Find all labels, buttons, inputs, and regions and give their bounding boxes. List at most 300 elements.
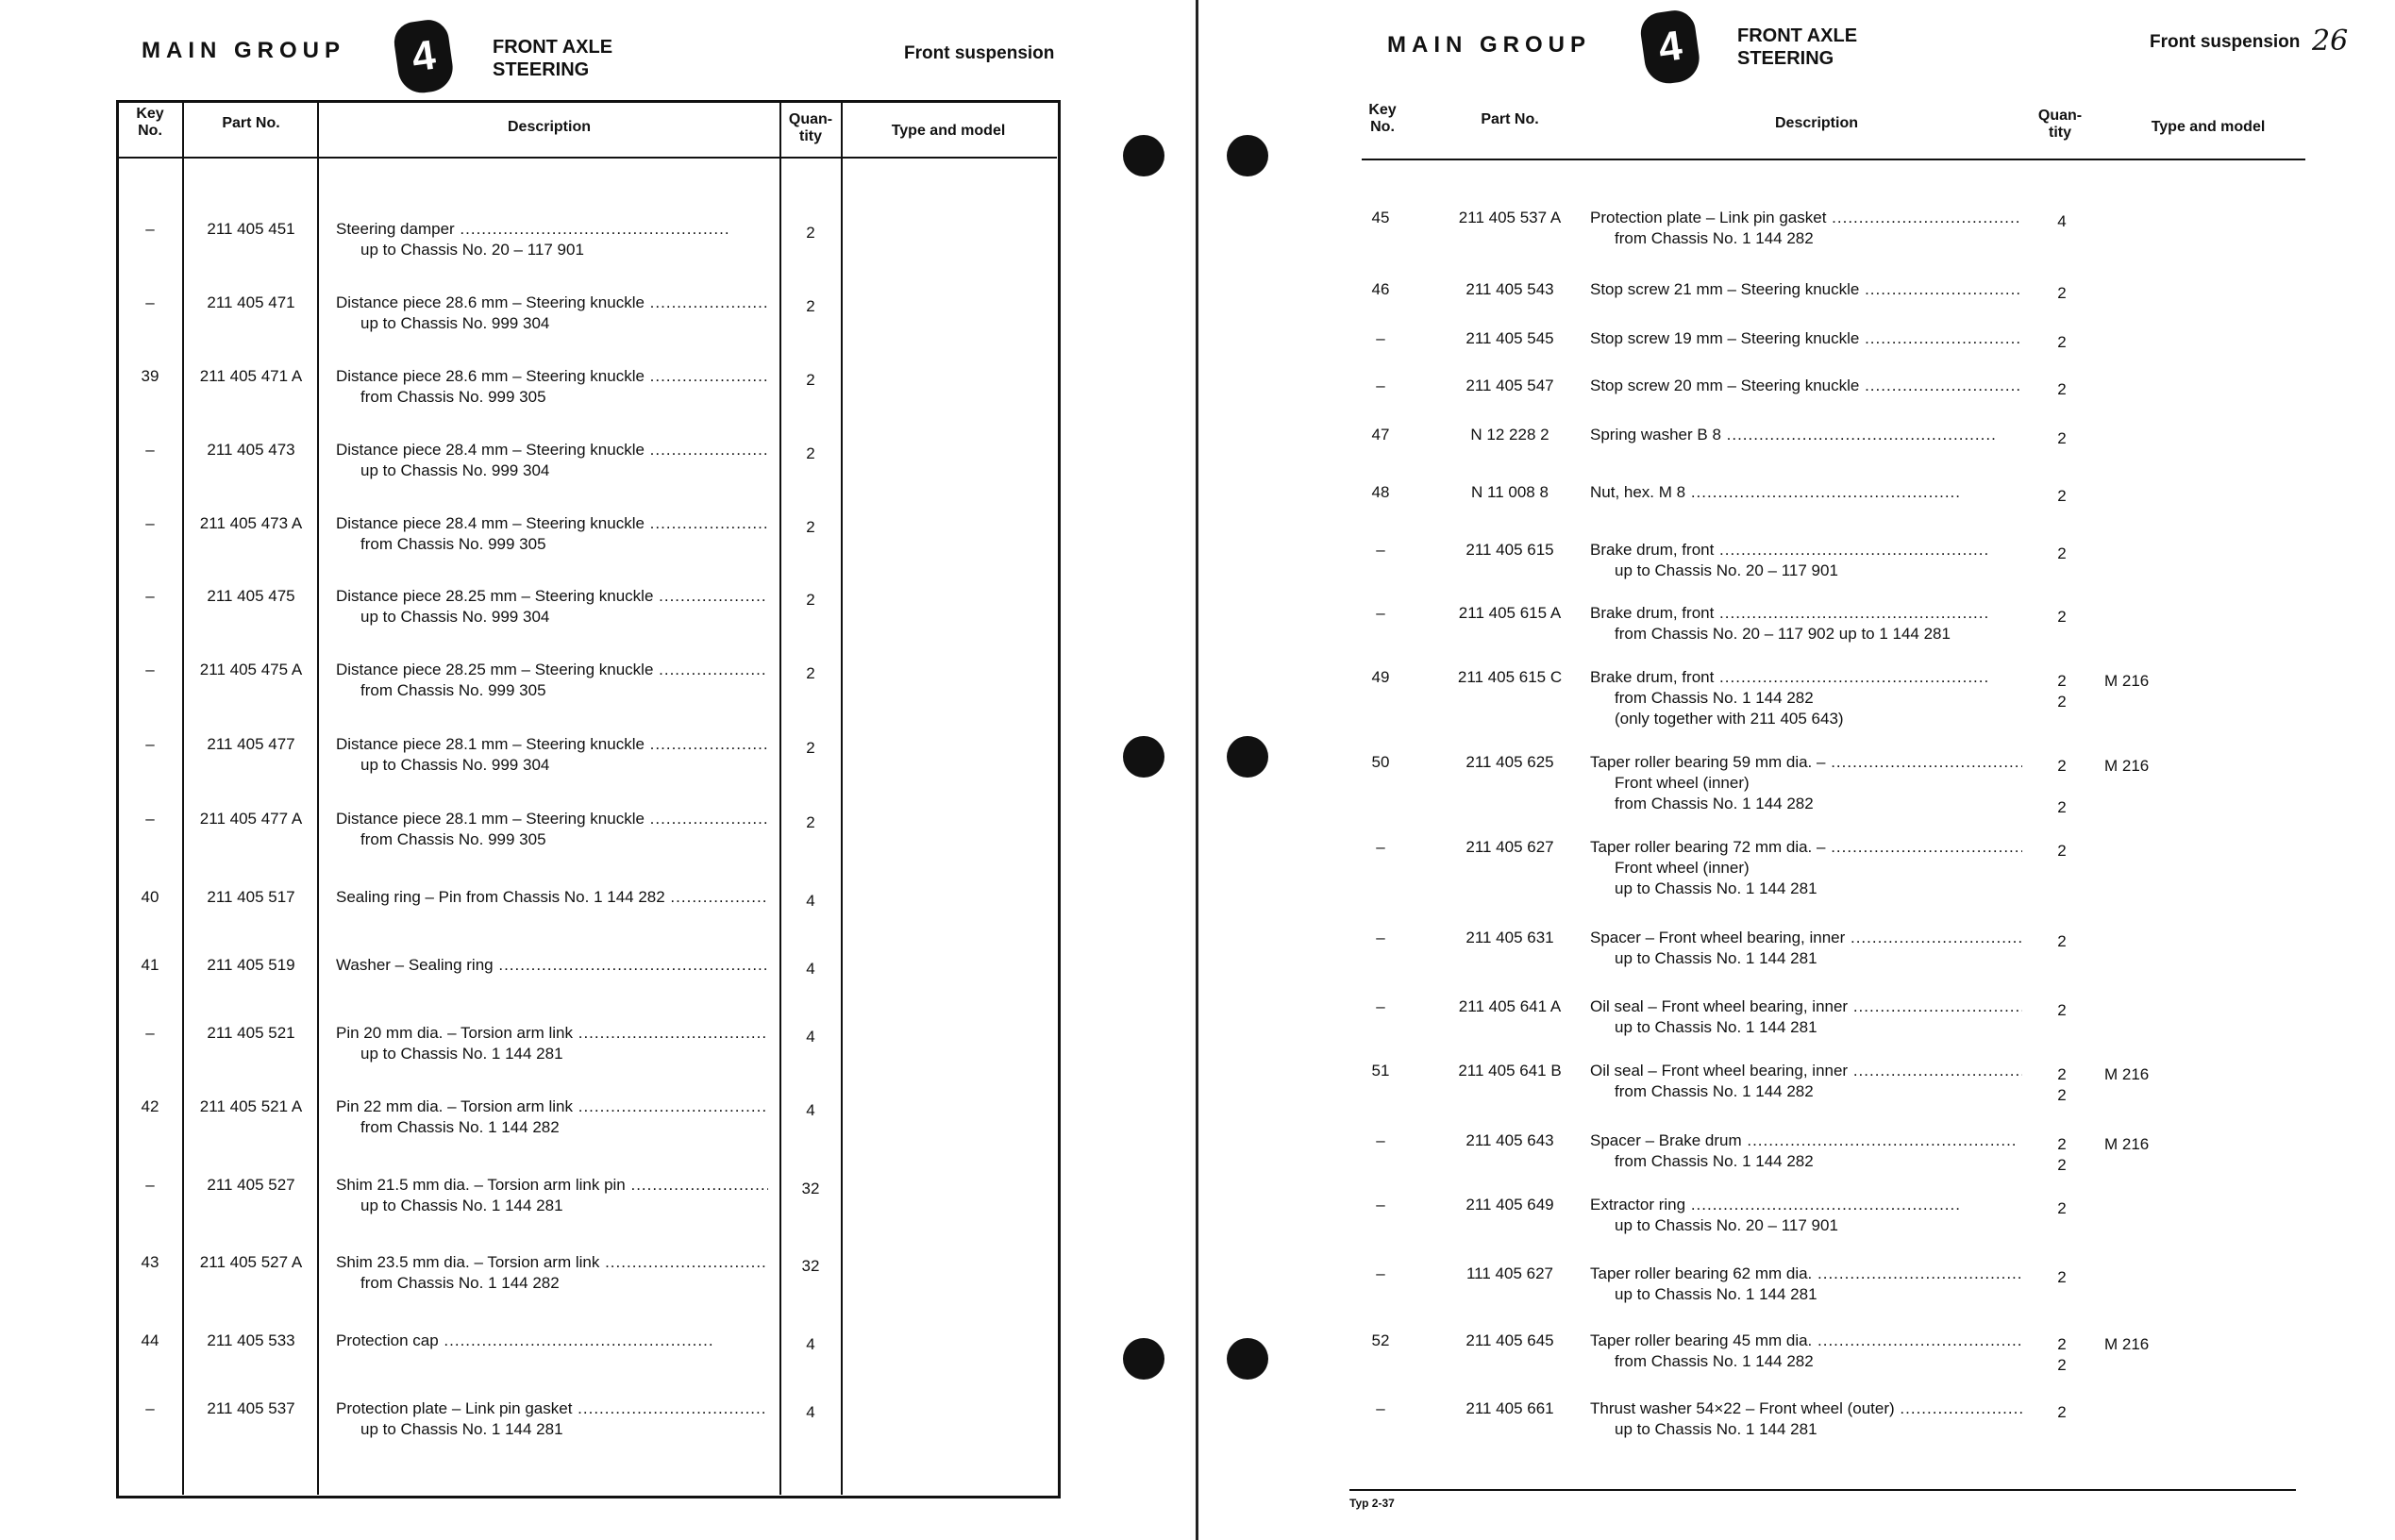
col-header-description: Description: [507, 119, 591, 135]
quantity-value: 2: [806, 518, 815, 536]
quantity: [782, 812, 839, 833]
dot-leader: [572, 1399, 768, 1417]
description-first-line: [1590, 1130, 2022, 1151]
description-first-line: [336, 734, 768, 755]
quantity: [2034, 332, 2090, 353]
description-first-line: [1590, 279, 2022, 300]
part-no: 211 405 475: [207, 587, 295, 605]
description-line: up to Chassis No. 1 144 281: [1615, 1018, 1817, 1036]
description-line: Stop screw 21 mm – Steering knuckle: [1590, 280, 1860, 298]
description-line: Steering damper: [336, 220, 455, 238]
quantity: [2034, 544, 2090, 564]
description-line: Nut, hex. M 8: [1590, 483, 1686, 501]
description-line: Distance piece 28.25 mm – Steering knuckle: [336, 661, 654, 678]
dot-leader: [645, 441, 768, 459]
key-no: 50: [1371, 753, 1390, 771]
description-first-line: [1590, 928, 2022, 948]
dot-leader: [1848, 997, 2022, 1015]
description-first-line: [336, 1252, 768, 1273]
dot-leader: [653, 661, 768, 678]
col-header-key: Key No.: [136, 106, 164, 139]
description: [336, 1331, 768, 1351]
key-no: 48: [1371, 483, 1390, 501]
description: [1590, 328, 2022, 349]
description-line: Front wheel (inner): [1615, 859, 1750, 877]
subsection-title: Front suspension: [2150, 32, 2301, 52]
description-line: Brake drum, front: [1590, 541, 1715, 559]
part-no: 211 405 645: [1465, 1331, 1554, 1349]
quantity-value: 2: [806, 224, 815, 242]
quantity-value: 2: [2057, 1335, 2067, 1353]
description: [1590, 1331, 2022, 1372]
description-first-line: [336, 887, 768, 908]
description: [1590, 1130, 2022, 1172]
description-first-line: [336, 440, 768, 460]
quantity-value: 2: [2057, 1356, 2067, 1374]
part-no: 211 405 643: [1465, 1131, 1554, 1149]
type-model-value: M 216: [2104, 1135, 2150, 1153]
description: [336, 1398, 768, 1440]
description-line: Distance piece 28.25 mm – Steering knuckle: [336, 587, 654, 605]
quantity-value: 2: [806, 591, 815, 609]
description: [1590, 425, 2022, 445]
description-line: up to Chassis No. 1 144 281: [360, 1420, 563, 1438]
quantity-value: 2: [2057, 608, 2067, 626]
key-no: 51: [1371, 1062, 1390, 1080]
key-no: –: [145, 293, 155, 311]
dot-leader: [1812, 1331, 2022, 1349]
quantity: [2034, 1134, 2090, 1176]
description: [336, 660, 768, 701]
description-first-line: [336, 1175, 768, 1196]
key-no: 41: [141, 956, 159, 974]
description-first-line: [1590, 837, 2022, 858]
description: [1590, 279, 2022, 300]
binder-hole: [1227, 736, 1268, 778]
dot-leader: [1859, 280, 2022, 298]
description-line: up to Chassis No. 1 144 281: [1615, 1285, 1817, 1303]
description-line: from Chassis No. 1 144 282: [360, 1118, 560, 1136]
description-line: Stop screw 20 mm – Steering knuckle: [1590, 377, 1860, 394]
description: [1590, 928, 2022, 969]
description-line: from Chassis No. 20 – 117 902 up to 1 144 281: [1615, 625, 1951, 643]
description: [336, 440, 768, 481]
description-first-line: [336, 513, 768, 534]
key-no: –: [145, 441, 155, 459]
header-rule: [118, 157, 1057, 159]
description-first-line: [1590, 540, 2022, 561]
description-line: Taper roller bearing 59 mm dia. –: [1590, 753, 1826, 771]
description-line: up to Chassis No. 1 144 281: [1615, 879, 1817, 897]
key-no: 45: [1371, 209, 1390, 226]
key-no: 44: [141, 1331, 159, 1349]
dot-leader: [599, 1253, 768, 1271]
col-header-type-model: Type and model: [891, 123, 1006, 139]
part-no: 211 405 475 A: [199, 661, 303, 678]
description: [336, 1096, 768, 1138]
dot-leader: [1826, 209, 2022, 226]
quantity-value: 2: [2057, 487, 2067, 505]
col-header-part: Part No.: [1481, 111, 1539, 127]
quantity-value: 2: [2057, 1001, 2067, 1019]
quantity-value: 4: [806, 1101, 815, 1119]
part-no: 211 405 547: [1465, 377, 1554, 394]
key-no: –: [145, 1176, 155, 1194]
quantity-value: 2: [2057, 693, 2067, 711]
dot-leader: [455, 220, 730, 238]
quantity-value: 2: [806, 664, 815, 682]
quantity: [782, 296, 839, 317]
quantity: [782, 738, 839, 759]
key-no: –: [145, 587, 155, 605]
key-no: –: [145, 1399, 155, 1417]
description-line: up to Chassis No. 1 144 281: [1615, 1420, 1817, 1438]
quantity: [2034, 607, 2090, 628]
description-line: up to Chassis No. 999 304: [360, 461, 550, 479]
description: [336, 586, 768, 628]
description-first-line: [1590, 328, 2022, 349]
description-first-line: [1590, 603, 2022, 624]
dot-leader: [1859, 377, 2022, 394]
dot-leader: [1721, 426, 1997, 444]
quantity: [782, 1334, 839, 1355]
quantity: [2034, 1198, 2090, 1219]
description-line: Distance piece 28.6 mm – Steering knuckle: [336, 367, 645, 385]
key-no: –: [145, 1024, 155, 1042]
quantity-value: 32: [801, 1257, 820, 1275]
footer-rule: [1349, 1489, 2296, 1491]
col-header-quantity: Quan- tity: [788, 111, 833, 144]
description-line: Thrust washer 54×22 – Front wheel (outer): [1590, 1399, 1895, 1417]
quantity-value: 32: [801, 1180, 820, 1197]
quantity: [782, 590, 839, 611]
description-first-line: [336, 1096, 768, 1117]
part-no: 211 405 649: [1465, 1196, 1554, 1214]
quantity: [2034, 1402, 2090, 1423]
quantity: [782, 663, 839, 684]
description: [1590, 603, 2022, 644]
description-line: from Chassis No. 999 305: [360, 681, 546, 699]
dot-leader: [645, 367, 768, 385]
part-no: 211 405 537: [207, 1399, 295, 1417]
quantity: [782, 517, 839, 538]
description-line: Taper roller bearing 45 mm dia.: [1590, 1331, 1813, 1349]
binder-hole: [1227, 135, 1268, 176]
description-first-line: [1590, 425, 2022, 445]
key-no: –: [1376, 1399, 1385, 1417]
part-no: 211 405 473 A: [199, 514, 303, 532]
type-model-value: M 216: [2104, 1065, 2150, 1083]
quantity: [782, 891, 839, 912]
description-first-line: [336, 660, 768, 680]
part-no: 211 405 533: [207, 1331, 295, 1349]
key-no: –: [1376, 604, 1385, 622]
quantity-value: 2: [806, 739, 815, 757]
dot-leader: [1714, 541, 1989, 559]
description-line: Extractor ring: [1590, 1196, 1686, 1214]
key-no: –: [145, 220, 155, 238]
part-no: 211 405 471: [207, 293, 295, 311]
description-line: Protection plate – Link pin gasket: [1590, 209, 1827, 226]
part-no: 211 405 521 A: [199, 1097, 303, 1115]
description-first-line: [336, 366, 768, 387]
quantity-value: 2: [2057, 333, 2067, 351]
quantity-value: 2: [2057, 1086, 2067, 1104]
dot-leader: [665, 888, 768, 906]
description-line: from Chassis No. 1 144 282: [360, 1274, 560, 1292]
description-line: from Chassis No. 1 144 282: [1615, 229, 1814, 247]
part-no: 211 405 451: [207, 220, 295, 238]
part-no: 211 405 631: [1465, 929, 1554, 946]
quantity-value: [2034, 777, 2090, 797]
quantity: [782, 370, 839, 391]
dot-leader: [645, 293, 768, 311]
description-line: Distance piece 28.6 mm – Steering knuckle: [336, 293, 645, 311]
description: [1590, 1264, 2022, 1305]
quantity-value: 2: [806, 813, 815, 831]
quantity-value: 2: [2057, 932, 2067, 950]
description: [336, 513, 768, 555]
quantity: [2034, 841, 2090, 862]
binder-hole: [1123, 1338, 1164, 1380]
description-line: Oil seal – Front wheel bearing, inner: [1590, 997, 1849, 1015]
description: [336, 1252, 768, 1294]
description-line: Brake drum, front: [1590, 604, 1715, 622]
key-no: 52: [1371, 1331, 1390, 1349]
description-line: Front wheel (inner): [1615, 774, 1750, 792]
description-line: Spring washer B 8: [1590, 426, 1721, 444]
part-no: 211 405 543: [1465, 280, 1554, 298]
dot-leader: [494, 956, 768, 974]
description-first-line: [1590, 1195, 2022, 1215]
key-no: –: [145, 661, 155, 678]
binder-hole: [1227, 1338, 1268, 1380]
dot-leader: [1848, 1062, 2022, 1080]
quantity-value: 2: [806, 371, 815, 389]
description-first-line: [1590, 1264, 2022, 1284]
quantity: [2034, 931, 2090, 952]
description-line: from Chassis No. 999 305: [360, 830, 546, 848]
page-footer: Typ 2-37: [1349, 1497, 1395, 1510]
part-no: N 12 228 2: [1470, 426, 1549, 444]
dot-leader: [1812, 1264, 2022, 1282]
quantity: [782, 444, 839, 464]
description-line: Sealing ring – Pin from Chassis No. 1 144 282: [336, 888, 665, 906]
type-model: [2104, 1334, 2149, 1355]
col-divider: [182, 102, 184, 1495]
description-line: Protection plate – Link pin gasket: [336, 1399, 573, 1417]
type-model: [2104, 1064, 2149, 1085]
quantity-value: 4: [806, 1403, 815, 1421]
dot-leader: [1685, 483, 1961, 501]
description-line: Brake drum, front: [1590, 668, 1715, 686]
key-no: –: [145, 810, 155, 828]
part-no: 211 405 627: [1465, 838, 1554, 856]
description-line: Distance piece 28.1 mm – Steering knuckle: [336, 735, 645, 753]
dot-leader: [645, 810, 768, 828]
key-no: –: [1376, 1196, 1385, 1214]
dot-leader: [1825, 838, 2022, 856]
page-divider: [1196, 0, 1198, 1540]
dot-leader: [645, 735, 768, 753]
section-title: FRONT AXLE STEERING: [493, 37, 613, 80]
key-no: –: [1376, 377, 1385, 394]
description: [336, 809, 768, 850]
description: [336, 887, 768, 908]
part-no: 211 405 471 A: [199, 367, 303, 385]
description-line: from Chassis No. 1 144 282: [1615, 795, 1814, 812]
quantity: [782, 1256, 839, 1277]
description: [336, 1023, 768, 1064]
description-first-line: [1590, 1331, 2022, 1351]
quantity: [2034, 283, 2090, 304]
description-line: Protection cap: [336, 1331, 439, 1349]
dot-leader: [1742, 1131, 2018, 1149]
quantity-value: 2: [2057, 672, 2067, 690]
quantity-value: 2: [2057, 380, 2067, 398]
description: [336, 734, 768, 776]
quantity-value: 2: [2057, 842, 2067, 860]
quantity-value: 2: [2057, 1135, 2067, 1153]
col-header-type-model: Type and model: [2151, 119, 2266, 135]
quantity-value: 2: [2057, 429, 2067, 447]
dot-leader: [573, 1024, 768, 1042]
description-line: up to Chassis No. 999 304: [360, 608, 550, 626]
quantity-value: 2: [806, 444, 815, 462]
description-first-line: [1590, 376, 2022, 396]
part-no: 211 405 641 A: [1458, 997, 1562, 1015]
description-line: Oil seal – Front wheel bearing, inner: [1590, 1062, 1849, 1080]
col-header-key: Key No.: [1368, 102, 1397, 135]
description-first-line: [336, 1398, 768, 1419]
quantity: [782, 1027, 839, 1047]
description-line: from Chassis No. 999 305: [360, 535, 546, 553]
type-model: [2104, 1134, 2149, 1155]
description-line: Spacer – Front wheel bearing, inner: [1590, 929, 1846, 946]
key-no: –: [1376, 541, 1385, 559]
description-first-line: [1590, 1398, 2022, 1419]
part-no: 211 405 521: [207, 1024, 295, 1042]
type-model: [2104, 756, 2149, 777]
type-model-value: M 216: [2104, 672, 2150, 690]
quantity: [2034, 211, 2090, 232]
part-no: N 11 008 8: [1471, 483, 1549, 501]
key-no: 39: [141, 367, 159, 385]
quantity-value: 4: [806, 960, 815, 978]
dot-leader: [645, 514, 768, 532]
dot-leader: [1685, 1196, 1961, 1214]
key-no: 42: [141, 1097, 159, 1115]
quantity-value: 2: [2057, 1403, 2067, 1421]
description-first-line: [336, 586, 768, 607]
description-line: Washer – Sealing ring: [336, 956, 494, 974]
quantity-value: 2: [2057, 284, 2067, 302]
description-line: (only together with 211 405 643): [1615, 710, 1844, 728]
key-no: –: [1376, 838, 1385, 856]
key-no: –: [145, 514, 155, 532]
description: [1590, 996, 2022, 1038]
description-first-line: [336, 1023, 768, 1044]
description: [336, 366, 768, 408]
col-header-part: Part No.: [222, 115, 280, 131]
quantity: [2034, 379, 2090, 400]
key-no: 46: [1371, 280, 1390, 298]
col-divider: [841, 102, 843, 1495]
main-group-heading: MAIN GROUP: [1387, 32, 1591, 58]
description: [336, 293, 768, 334]
quantity: [782, 1402, 839, 1423]
description-line: up to Chassis No. 20 – 117 901: [360, 241, 584, 259]
description-line: from Chassis No. 1 144 282: [1615, 1082, 1814, 1100]
part-no: 211 405 661: [1465, 1399, 1554, 1417]
quantity: [2034, 1334, 2090, 1376]
quantity-value: 4: [806, 892, 815, 910]
description: [1590, 1398, 2022, 1440]
description: [1590, 1061, 2022, 1102]
dot-leader: [626, 1176, 768, 1194]
description: [1590, 540, 2022, 581]
description: [336, 1175, 768, 1216]
description-line: from Chassis No. 1 144 282: [1615, 1152, 1814, 1170]
quantity-value: 2: [2057, 757, 2067, 775]
col-divider: [317, 102, 319, 1495]
part-no: 211 405 477 A: [199, 810, 303, 828]
dot-leader: [1845, 929, 2022, 946]
description-line: Pin 22 mm dia. – Torsion arm link: [336, 1097, 574, 1115]
key-no: –: [1376, 329, 1385, 347]
quantity-value: 2: [2057, 1199, 2067, 1217]
col-divider: [779, 102, 781, 1495]
description-first-line: [1590, 667, 2022, 688]
dot-leader: [1859, 329, 2022, 347]
right-page: [1203, 0, 2395, 1540]
col-header-description: Description: [1774, 115, 1858, 131]
quantity: [2034, 486, 2090, 507]
quantity: [2034, 1000, 2090, 1021]
description-line: up to Chassis No. 999 304: [360, 756, 550, 774]
quantity-value: 4: [806, 1335, 815, 1353]
quantity-value: 2: [2057, 1065, 2067, 1083]
part-no: 211 405 527: [207, 1176, 295, 1194]
part-no: 211 405 537 A: [1458, 209, 1562, 226]
description-line: up to Chassis No. 1 144 281: [1615, 949, 1817, 967]
dot-leader: [1714, 604, 1989, 622]
description-first-line: [336, 809, 768, 829]
quantity: [782, 1100, 839, 1121]
description-line: Shim 23.5 mm dia. – Torsion arm link: [336, 1253, 600, 1271]
key-no: 47: [1371, 426, 1390, 444]
group-number-badge: 4: [1638, 8, 1702, 86]
description: [1590, 837, 2022, 899]
quantity-value: 2: [2057, 798, 2067, 816]
description: [1590, 376, 2022, 396]
description-line: Taper roller bearing 72 mm dia. –: [1590, 838, 1826, 856]
part-no: 211 405 625: [1465, 753, 1554, 771]
key-no: –: [1376, 1264, 1385, 1282]
description-line: Pin 20 mm dia. – Torsion arm link: [336, 1024, 574, 1042]
description-line: up to Chassis No. 20 – 117 901: [1615, 561, 1838, 579]
key-no: 43: [141, 1253, 159, 1271]
type-model-value: M 216: [2104, 1335, 2150, 1353]
key-no: –: [1376, 997, 1385, 1015]
description: [336, 955, 768, 976]
key-no: –: [145, 735, 155, 753]
key-no: –: [1376, 929, 1385, 946]
binder-hole: [1123, 135, 1164, 176]
main-group-heading: MAIN GROUP: [142, 38, 345, 63]
description: [1590, 208, 2022, 249]
description: [1590, 482, 2022, 503]
